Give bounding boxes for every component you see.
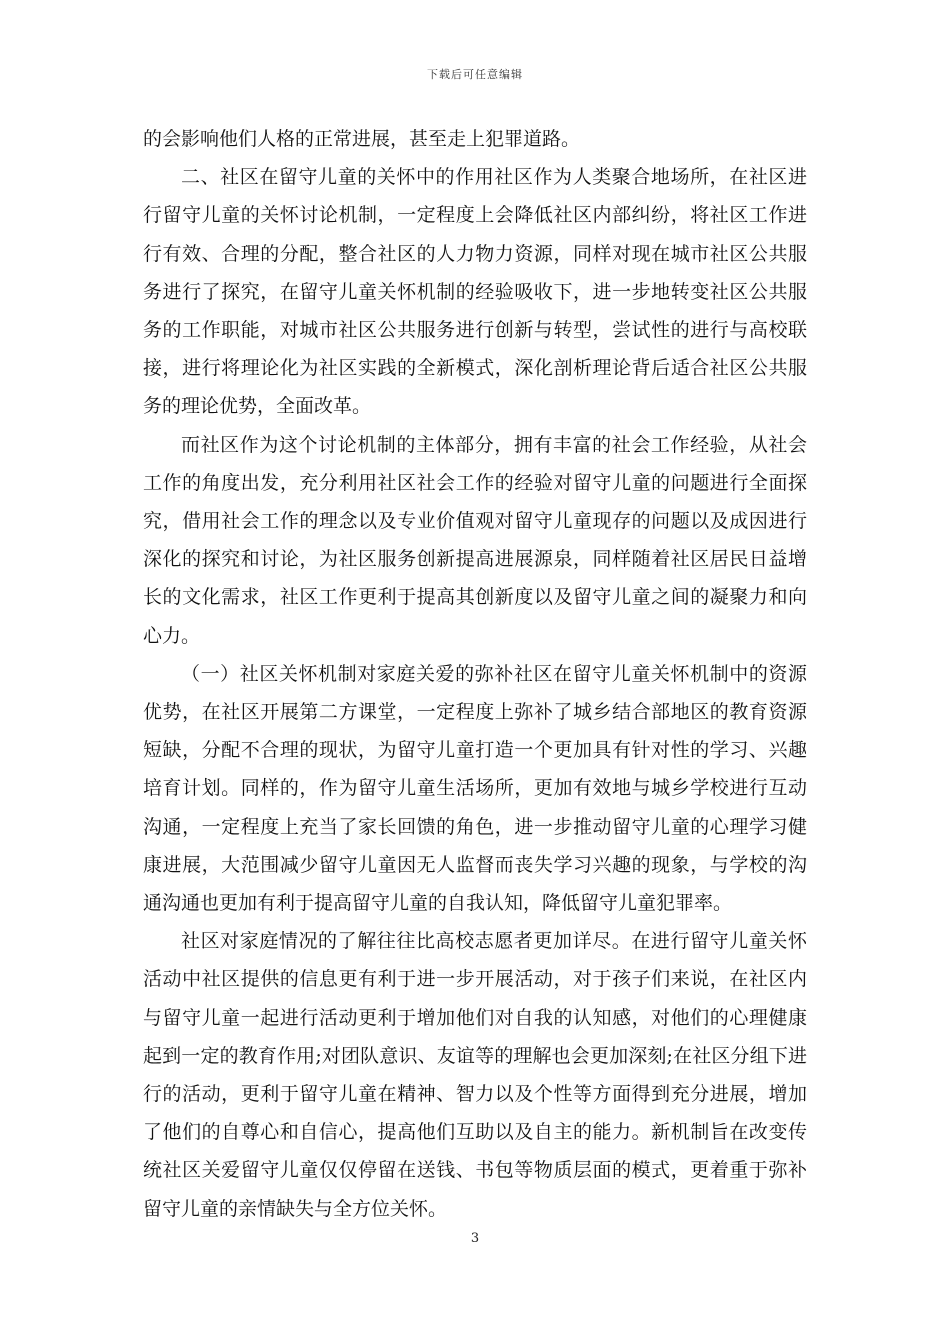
paragraph-community-role: 二、社区在留守儿童的关怀中的作用社区作为人类聚合地场所，在社区进行留守儿童的关怀讨论机制，一定程度上会降低社区内部纠纷，将社区工作进行有效、合理的分配，整合社区的人力物力资源，同样对现在城市社区公共服务进行了探究，在留守儿童关怀机制的经验吸收下，进一步地转变社区公共服务的工作职能，对城市社区公共服务进行创新与转型，尝试性的进行与高校联接，进行将理论化为社区实践的全新模式，深化剖析理论背后适合社区公共服务的理论优势，全面改革。 [143, 166, 807, 418]
document-body [143, 120, 807, 1228]
page-number: 3 [470, 1231, 480, 1246]
page-header: 下载后可任意编辑 [427, 68, 523, 81]
paragraph-section-one: （一）社区关怀机制对家庭关爱的弥补社区在留守儿童关怀机制中的资源优势，在社区开展第二方课堂，一定程度上弥补了城乡结合部地区的教育资源短缺，分配不合理的现状，为留守儿童打造一个更加具有针对性的学习、兴趣培育计划。同样的，作为留守儿童生活场所，更加有效地与城乡学校进行互动沟通，一定程度上充当了家长回馈的角色，进一步推动留守儿童的心理学习健康进展，大范围减少留守儿童因无人监督而丧失学习兴趣的现象，与学校的沟通沟通也更加有利于提高留守儿童的自我认知，降低留守儿童犯罪率。 [143, 662, 807, 915]
paragraph-community-subject: 而社区作为这个讨论机制的主体部分，拥有丰富的社会工作经验，从社会工作的角度出发，充分利用社区社会工作的经验对留守儿童的问题进行全面探究，借用社会工作的理念以及专业价值观对留守儿童现存的问题以及成因进行深化的探究和讨论，为社区服务创新提高进展源泉，同样随着社区居民日益增长的文化需求，社区工作更利于提高其创新度以及留守儿童之间的凝聚力和向心力。 [143, 433, 807, 647]
paragraph-continuation: 的会影响他们人格的正常进展，甚至走上犯罪道路。 [143, 128, 581, 150]
paragraph-family-info: 社区对家庭情况的了解往往比高校志愿者更加详尽。在进行留守儿童关怀活动中社区提供的信息更有利于进一步开展活动，对于孩子们来说，在社区内与留守儿童一起进行活动更利于增加他们对自我的认知感，对他们的心理健康起到一定的教育作用;对团队意识、友谊等的理解也会更加深刻;在社区分组下进行的活动，更利于留守儿童在精神、智力以及个性等方面得到充分进展，增加了他们的自尊心和自信心，提高他们互助以及自主的能力。新机制旨在改变传统社区关爱留守儿童仅仅停留在送钱、书包等物质层面的模式，更着重于弥补留守儿童的亲情缺失与全方位关怀。 [143, 930, 807, 1220]
